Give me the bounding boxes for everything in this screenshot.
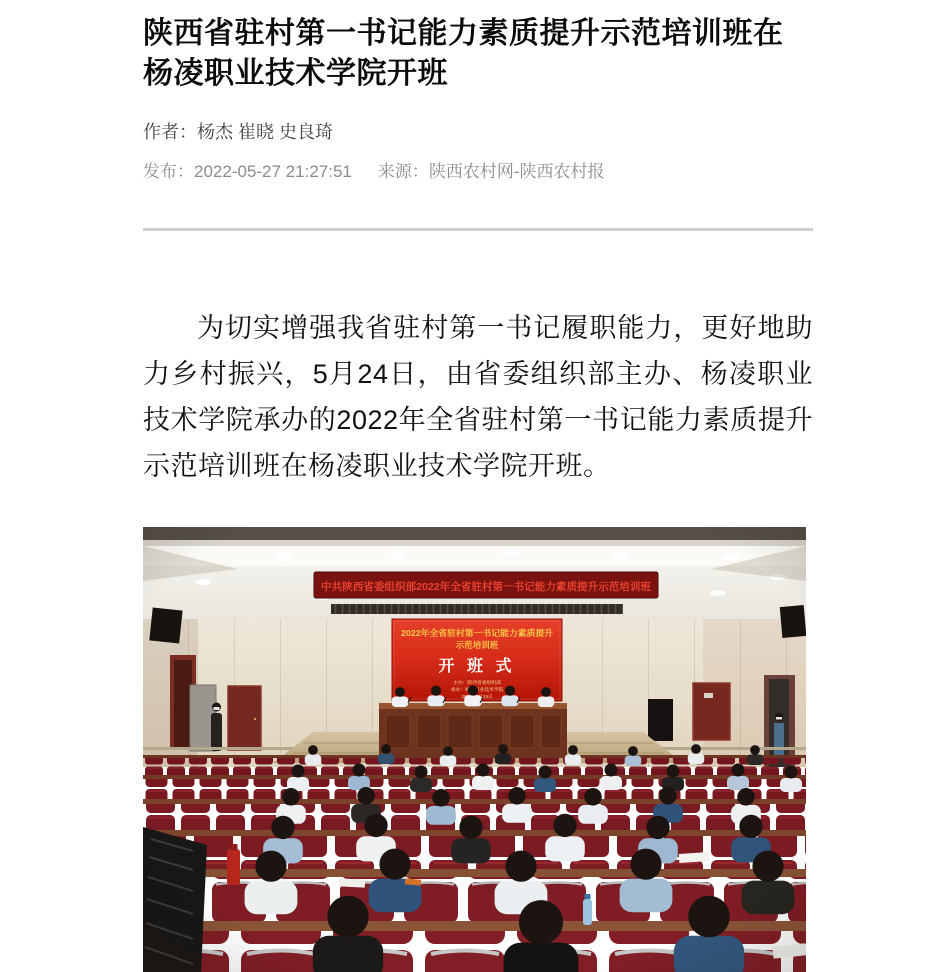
author-line: 作者：杨杰 崔晓 史良琦 bbox=[143, 122, 334, 142]
publish-date: 发布：2022-05-27 21:27:51 bbox=[143, 162, 352, 181]
page-title: 陕西省驻村第一书记能力素质提升示范培训班在杨凌职业技术学院开班 bbox=[143, 17, 784, 90]
conference-hall-photo bbox=[143, 527, 806, 972]
article-content bbox=[143, 0, 813, 972]
divider bbox=[143, 228, 813, 231]
article-body: 为切实增强我省驻村第一书记履职能力，更好地助力乡村振兴，5月24日，由省委组织部主办、杨凌职业技术学院承办的2022年全省驻村第一书记能力素质提升示范培训班在杨凌职业技术学院开班。 bbox=[143, 313, 813, 481]
publish-meta bbox=[143, 157, 813, 182]
photo-vignette bbox=[143, 527, 806, 972]
article-photo bbox=[143, 527, 806, 972]
source-label: 来源：陕西农村网-陕西农村报 bbox=[377, 162, 605, 181]
